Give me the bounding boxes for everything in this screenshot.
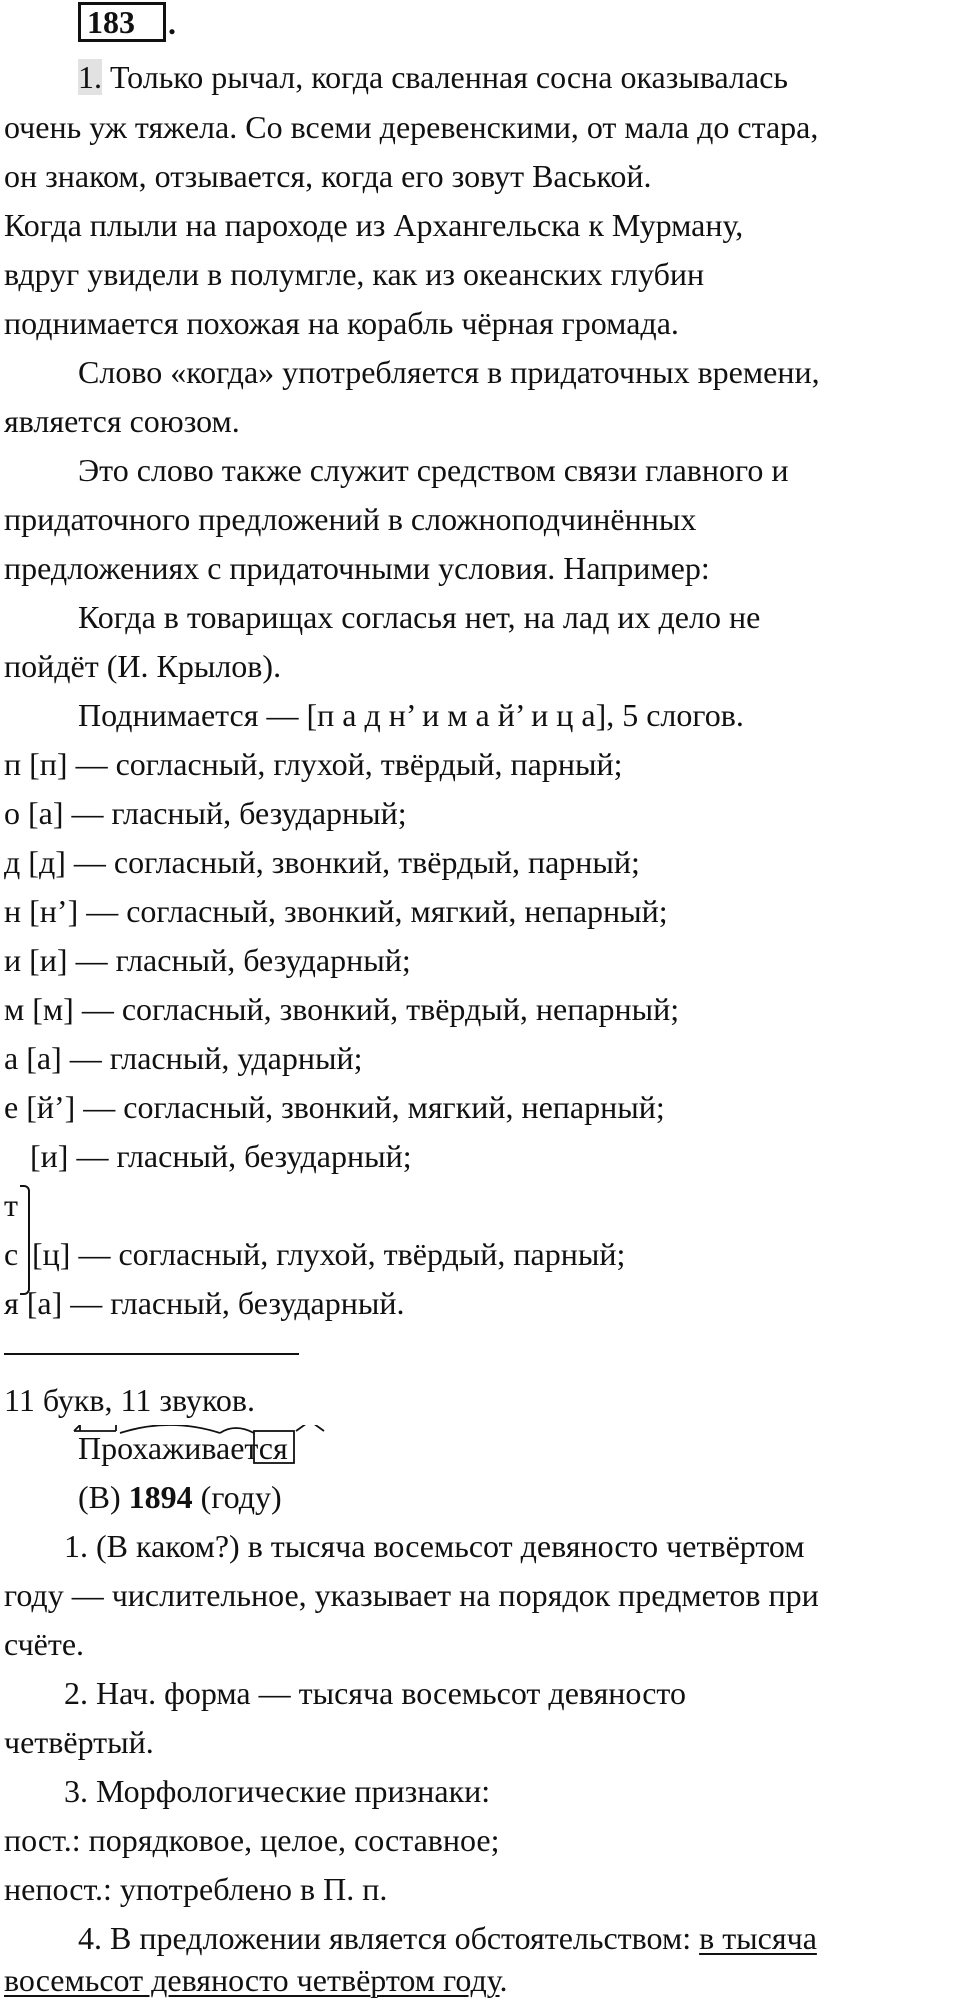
phonetic-row: е [й’] — согласный, звонкий, мягкий, непарный; — [4, 1089, 665, 1125]
numeral-item4-line2 — [4, 1960, 508, 2000]
exercise-number-dot: . — [168, 5, 176, 41]
phonetic-row-ts: [ц] — согласный, глухой, твёрдый, парный; — [32, 1236, 626, 1272]
numeral-item2-line1: 2. Нач. форма — тысяча восемьсот девяносто — [64, 1675, 686, 1711]
para1-marker: 1. — [78, 59, 102, 95]
numeral-nepost: непост.: употреблено в П. п. — [4, 1871, 388, 1907]
letters-sounds-summary: 11 букв, 11 звуков. — [4, 1382, 256, 1418]
numeral-item3: 3. Морфологические признаки: — [64, 1773, 491, 1809]
para2-line1: Слово «когда» употребляется в придаточных времени, — [78, 354, 820, 390]
quote-line2: пойдёт (И. Крылов). — [4, 648, 282, 684]
para3-line2: придаточного предложений в сложноподчинённых — [4, 501, 697, 537]
phonetic-row: д [д] — согласный, звонкий, твёрдый, парный; — [4, 844, 640, 880]
para3-line1: Это слово также служит средством связи главного и — [78, 452, 789, 488]
phonetic-row: [и] — гласный, безударный; — [30, 1138, 412, 1174]
para3-line3: предложениях с придаточными условия. Например: — [4, 550, 710, 586]
phonetic-row: п [п] — согласный, глухой, твёрдый, парный; — [4, 746, 623, 782]
phonetic-row: м [м] — согласный, звонкий, твёрдый, непарный; — [4, 991, 680, 1027]
postfix-mark — [296, 1425, 324, 1431]
phonetic-row: и [и] — гласный, безударный; — [4, 942, 411, 978]
separator-line — [4, 1353, 299, 1355]
brace-letter-t: т — [4, 1187, 18, 1223]
numeral-item1-line2: году — числительное, указывает на порядок предметов при — [4, 1577, 819, 1613]
numeral-item4-line1 — [78, 1918, 817, 1958]
para1-line4: Когда плыли на пароходе из Архангельска к Мурману, — [4, 207, 744, 243]
para1-line1-text: Только рычал, когда сваленная сосна оказывалась — [102, 59, 788, 95]
numeral-item2-line2: четвёртый. — [4, 1724, 154, 1760]
numeral-prefix: (В) — [78, 1479, 129, 1515]
phonetic-row-last: я [а] — гласный, безударный. — [4, 1285, 405, 1321]
numeral-item4-end: . — [499, 1962, 508, 1998]
quote-line1: Когда в товарищах согласья нет, на лад их дело не — [78, 599, 761, 635]
phonetic-row: н [н’] — согласный, звонкий, мягкий, непарный; — [4, 893, 668, 929]
para1-line6: поднимается похожая на корабль чёрная громада. — [4, 305, 679, 341]
para1-line5: вдруг увидели в полумгле, как из океанских глубин — [4, 256, 705, 292]
para1-line2: очень уж тяжела. Со всеми деревенскими, от мала до стара, — [4, 109, 819, 145]
adverbial-underlined-a: в тысяча — [699, 1920, 817, 1956]
brace-letter-s: с — [4, 1236, 19, 1272]
phonetic-header: Поднимается — [п а д н’ и м а й’ и ц а], 5 слогов. — [78, 697, 744, 733]
para1-line3: он знаком, отзывается, когда его зовут Васькой. — [4, 158, 652, 194]
para1-line1 — [78, 57, 788, 97]
exercise-number: 183 — [87, 4, 135, 40]
numeral-suffix: (году) — [192, 1479, 282, 1515]
numeral-item1-line1: 1. (В каком?) в тысяча восемьсот девяносто четвёртом — [64, 1528, 805, 1564]
letter-group-brace — [20, 1185, 30, 1295]
numeral-post: пост.: порядковое, целое, составное; — [4, 1822, 500, 1858]
adverbial-underlined-b: восемьсот девяносто четвёртом году — [4, 1962, 500, 1998]
phonetic-row: а [а] — гласный, ударный; — [4, 1040, 363, 1076]
numeral-number: 1894 — [128, 1479, 193, 1515]
para2-line2: является союзом. — [4, 403, 240, 439]
morpheme-word-text: Прохаживается — [78, 1430, 288, 1466]
numeral-item4-prefix: 4. В предложении является обстоятельством: — [78, 1920, 700, 1956]
numeral-item1-line3: счёте. — [4, 1626, 85, 1662]
numeral-heading — [78, 1477, 282, 1517]
phonetic-row: о [а] — гласный, безударный; — [4, 795, 407, 831]
exercise-number-box — [78, 2, 166, 42]
